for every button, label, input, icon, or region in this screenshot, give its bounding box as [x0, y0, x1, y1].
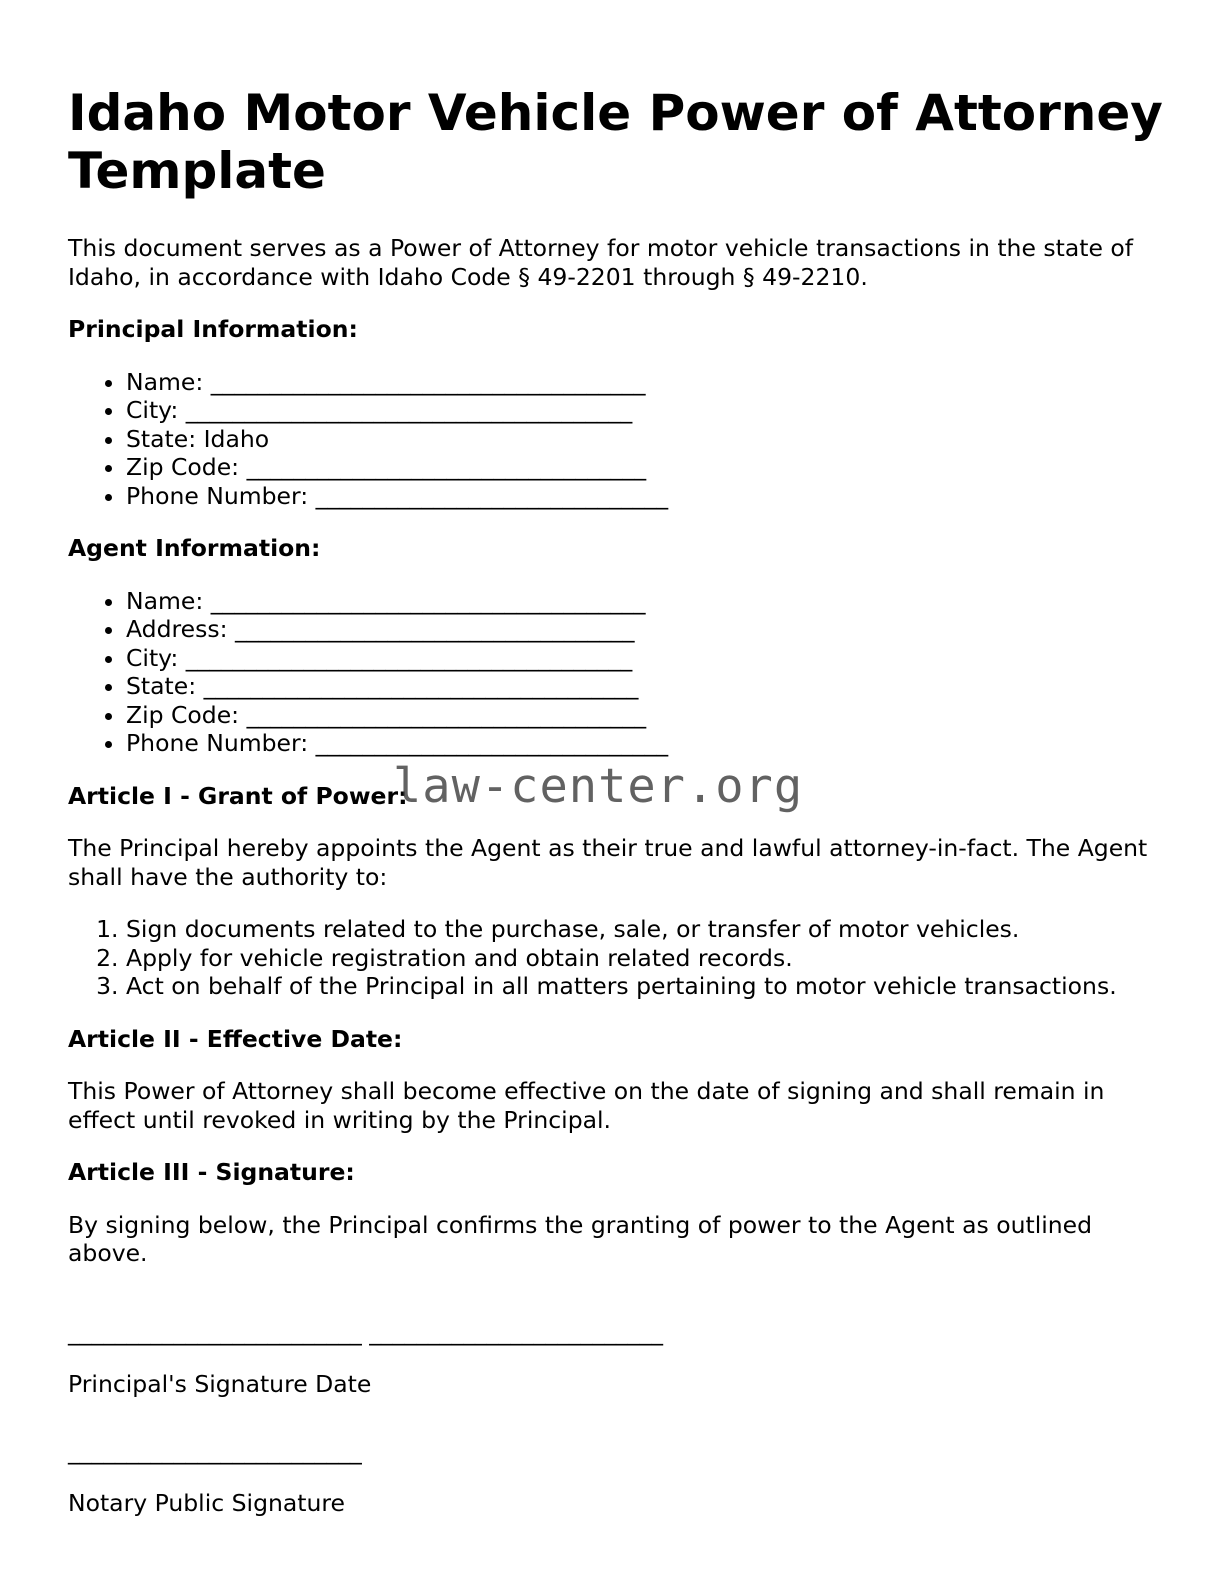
intro-paragraph: This document serves as a Power of Attorney for motor vehicle transactions in the state of Idaho, in accordance with Idaho Code § 49-2201 through § 49-2210. — [68, 234, 1134, 291]
principal-list — [68, 368, 1168, 511]
agent-list — [68, 587, 1168, 758]
principal-signature-line: _________________________ _________________________ — [68, 1317, 663, 1346]
article-1-heading: Article I - Grant of Power: — [68, 781, 408, 810]
article-2-body: This Power of Attorney shall become effective on the date of signing and shall remain in effect until revoked in writing by the Principal. — [68, 1077, 1105, 1134]
notary-signature-label: Notary Public Signature — [68, 1489, 345, 1517]
agent-heading: Agent Information: — [68, 534, 321, 562]
article-1-body: The Principal hereby appoints the Agent as their true and lawful attorney-in-fact. The Agent shall have the authority to: — [68, 834, 1148, 891]
document-title: Idaho Motor Vehicle Power of Attorney Template — [68, 84, 1163, 200]
article-2-heading: Article II - Effective Date: — [68, 1024, 403, 1053]
principal-phone-field: • Phone Number: ______________________________ — [126, 482, 1168, 511]
article-3-body: By signing below, the Principal confirms the granting of power to the Agent as outlined above. — [68, 1210, 1093, 1267]
principal-heading: Principal Information: — [68, 315, 358, 343]
article-3-heading: Article III - Signature: — [68, 1158, 355, 1186]
agent-city-field: • City: ______________________________________ — [126, 644, 1168, 673]
article-1-powers-list — [68, 915, 1168, 1001]
agent-address-field: • Address: __________________________________ — [126, 615, 1168, 644]
agent-name-field: • Name: _____________________________________ — [126, 587, 1168, 616]
agent-zip-field: • Zip Code: __________________________________ — [126, 701, 1168, 730]
principal-zip-field: • Zip Code: __________________________________ — [126, 453, 1168, 482]
power-item: 3. Act on behalf of the Principal in all matters pertaining to motor vehicle transactions. — [126, 972, 1168, 1001]
power-item: 1. Sign documents related to the purchase, sale, or transfer of motor vehicles. — [126, 915, 1168, 944]
principal-signature-label: Principal's Signature Date — [68, 1370, 372, 1398]
agent-phone-field: • Phone Number: ______________________________ — [126, 729, 1168, 758]
watermark: law-center.org — [393, 759, 804, 814]
principal-city-field: • City: ______________________________________ — [126, 396, 1168, 425]
principal-state-field: • State: Idaho — [126, 425, 1168, 454]
agent-state-field: • State: _____________________________________ — [126, 672, 1168, 701]
power-item: 2. Apply for vehicle registration and obtain related records. — [126, 944, 1168, 973]
notary-signature-line: _________________________ — [68, 1436, 362, 1465]
principal-name-field: • Name: _____________________________________ — [126, 368, 1168, 397]
